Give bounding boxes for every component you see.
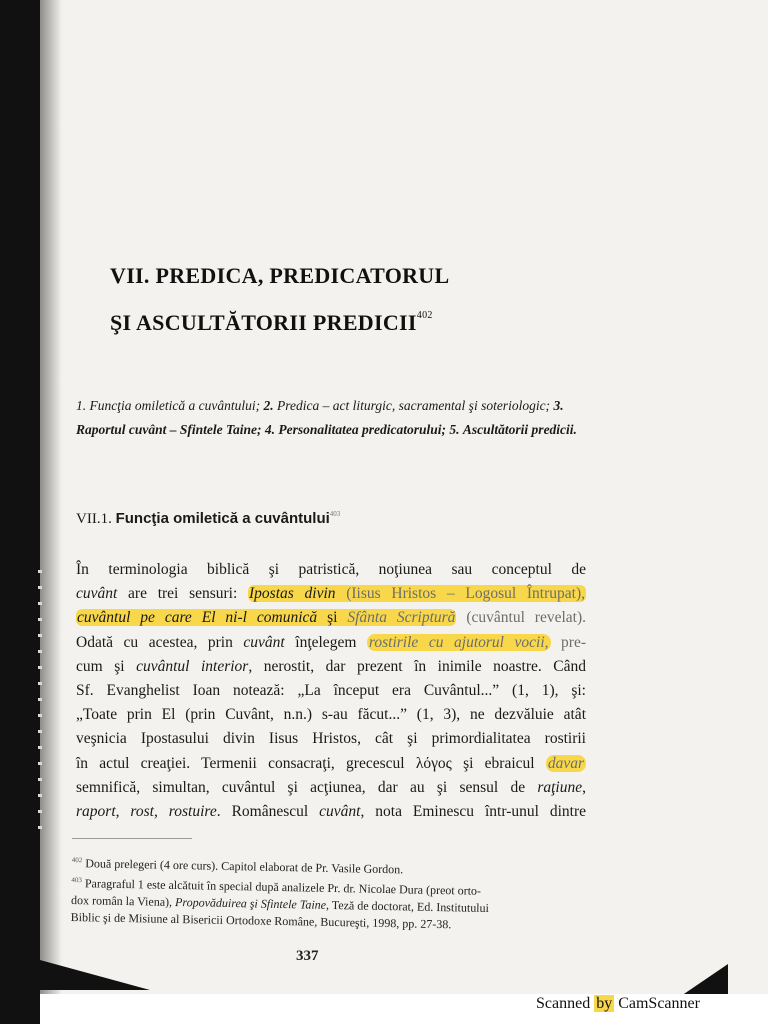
body-l10-ratiune: raţiune bbox=[537, 778, 583, 796]
body-line-8: veşnicia Ipostasului divin Iisus Hristos, cât şi primordialitatea rostirii bbox=[76, 730, 586, 748]
footnotes bbox=[71, 852, 592, 936]
page-number: 337 bbox=[296, 948, 319, 964]
highlight-davar: davar bbox=[547, 754, 584, 772]
page-corner-left bbox=[40, 960, 150, 990]
body-l3-revelat: (cuvântul revelat). bbox=[456, 609, 586, 627]
section-heading bbox=[76, 510, 340, 528]
margin-marks bbox=[38, 570, 42, 830]
body-l5-c: , nerostit, dar prezent în inimile noastre. Când bbox=[248, 657, 586, 675]
body-l4-e: pre- bbox=[550, 633, 586, 651]
body-l2-logos: (Iisus Hristos – Logosul Întrupat), bbox=[335, 585, 586, 603]
body-l2-cuvant: cuvânt bbox=[76, 585, 118, 603]
body-line-5 bbox=[76, 655, 586, 679]
body-line-7: „Toate prin El (prin Cuvânt, n.n.) s-au făcut...” (1, 3), ne dezvăluie atât bbox=[76, 706, 586, 724]
footnote-403-book-title: Propovăduirea şi Sfintele Taine bbox=[174, 894, 327, 912]
chapter-title-line1: VII. PREDICA, PREDICATORUL bbox=[110, 263, 450, 288]
body-l11-raport: raport, rost, rostuire bbox=[76, 803, 217, 821]
scan-left-edge bbox=[0, 0, 42, 1024]
summary-item-2-number: 2. bbox=[263, 398, 274, 413]
camscanner-watermark bbox=[536, 995, 700, 1013]
summary-item-3: Raportul cuvânt – Sfintele Taine; bbox=[76, 422, 265, 437]
summary-item-1: Funcţia omiletică a cuvântului; bbox=[89, 398, 264, 413]
body-l3-si: şi bbox=[317, 609, 348, 627]
footnote-divider bbox=[72, 838, 192, 839]
body-line-6: Sf. Evanghelist Ioan notează: „La început era Cuvântul...” (1, 1), şi: bbox=[76, 682, 586, 700]
body-line-1: În terminologia biblică şi patristică, noţiunea sau conceptul de bbox=[76, 561, 586, 578]
summary-item-3-number: 3. bbox=[553, 398, 564, 413]
chapter-summary bbox=[76, 394, 596, 442]
body-l4-c: înţelegem bbox=[284, 633, 367, 651]
chapter-title-line2: ŞI ASCULTĂTORII PREDICII bbox=[110, 310, 417, 335]
summary-item-4: Personalitatea predicatorului; bbox=[278, 422, 450, 437]
summary-item-1-number: 1. bbox=[76, 398, 87, 413]
chapter-title bbox=[110, 256, 449, 343]
body-l2-ipostas: Ipostas divin bbox=[249, 585, 336, 603]
summary-item-4-number: 4. bbox=[264, 422, 276, 437]
body-l9-a: în actul creaţiei. Termenii consacraţi, grecescul λόγος şi ebraicul bbox=[76, 754, 546, 772]
body-line-10 bbox=[76, 776, 586, 800]
section-title: Funcţia omiletică a cuvântului bbox=[115, 510, 330, 527]
body-l3-cuvantul: cuvântul pe care El ni-l comunică bbox=[77, 609, 318, 627]
footnote-403-text-1: Paragraful 1 este alcătuit în special după analizele Pr. dr. Nicolae Dura (preot orto- bbox=[84, 876, 482, 898]
page-gutter-shadow bbox=[40, 0, 62, 1024]
footnote-402-ref: 402 bbox=[71, 855, 83, 865]
watermark-scanned: Scanned bbox=[536, 995, 595, 1012]
body-l4-cuvant: cuvânt bbox=[243, 633, 285, 651]
body-l11-b: . Românescul bbox=[216, 803, 320, 821]
section-footnote-ref: 403 bbox=[329, 510, 341, 518]
body-l10-c: , bbox=[582, 778, 586, 796]
body-l4-a: Odată cu acestea, prin bbox=[76, 633, 244, 651]
body-line-4 bbox=[76, 631, 586, 655]
footnote-403-text-2a: dox român la Viena), bbox=[70, 892, 176, 909]
body-l11-cuvant: cuvânt bbox=[319, 803, 361, 821]
body-l2-text: are trei sensuri: bbox=[117, 585, 249, 603]
body-line-3 bbox=[76, 606, 586, 630]
section-number: VII.1. bbox=[76, 511, 112, 527]
footnote-403-text-2c: , Teză de doctorat, Ed. Institutului bbox=[325, 897, 490, 916]
summary-item-2: Predica – act liturgic, sacramental şi soteriologic; bbox=[276, 398, 554, 413]
summary-item-5: Ascultătorii predicii. bbox=[462, 422, 577, 437]
summary-item-5-number: 5. bbox=[449, 422, 460, 437]
body-line-9 bbox=[76, 752, 586, 776]
highlight-cuvantul-scriptura bbox=[76, 609, 456, 626]
footnote-403-line3: Biblic şi de Misiune al Bisericii Ortodoxe Române, Bucureşti, 1998, pp. 27-38. bbox=[70, 909, 452, 932]
page-corner-right bbox=[678, 964, 728, 998]
footnote-403-ref: 403 bbox=[71, 875, 83, 885]
body-l5-interior: cuvântul interior bbox=[136, 657, 249, 675]
body-l11-d: , nota Eminescu într-unul dintre bbox=[360, 803, 587, 821]
body-l10-a: semnifică, simultan, cuvântul şi acţiunea, dar au şi sensul de bbox=[76, 778, 538, 796]
body-l5-a: cum şi bbox=[76, 657, 137, 675]
watermark-camscanner: CamScanner bbox=[614, 995, 700, 1012]
body-paragraph bbox=[76, 558, 586, 824]
body-line-2 bbox=[76, 582, 586, 606]
footnote-402-text: Două prelegeri (4 ore curs). Capitol elaborat de Pr. Vasile Gordon. bbox=[85, 856, 404, 877]
highlight-rostirile: rostirile cu ajutorul vocii, bbox=[368, 633, 549, 651]
highlight-ipostas-divin bbox=[248, 585, 586, 602]
body-line-11 bbox=[76, 800, 586, 824]
chapter-footnote-ref: 402 bbox=[416, 310, 433, 321]
body-l3-scriptura: Sfânta Scriptură bbox=[347, 609, 456, 627]
watermark-by: by bbox=[596, 995, 613, 1012]
